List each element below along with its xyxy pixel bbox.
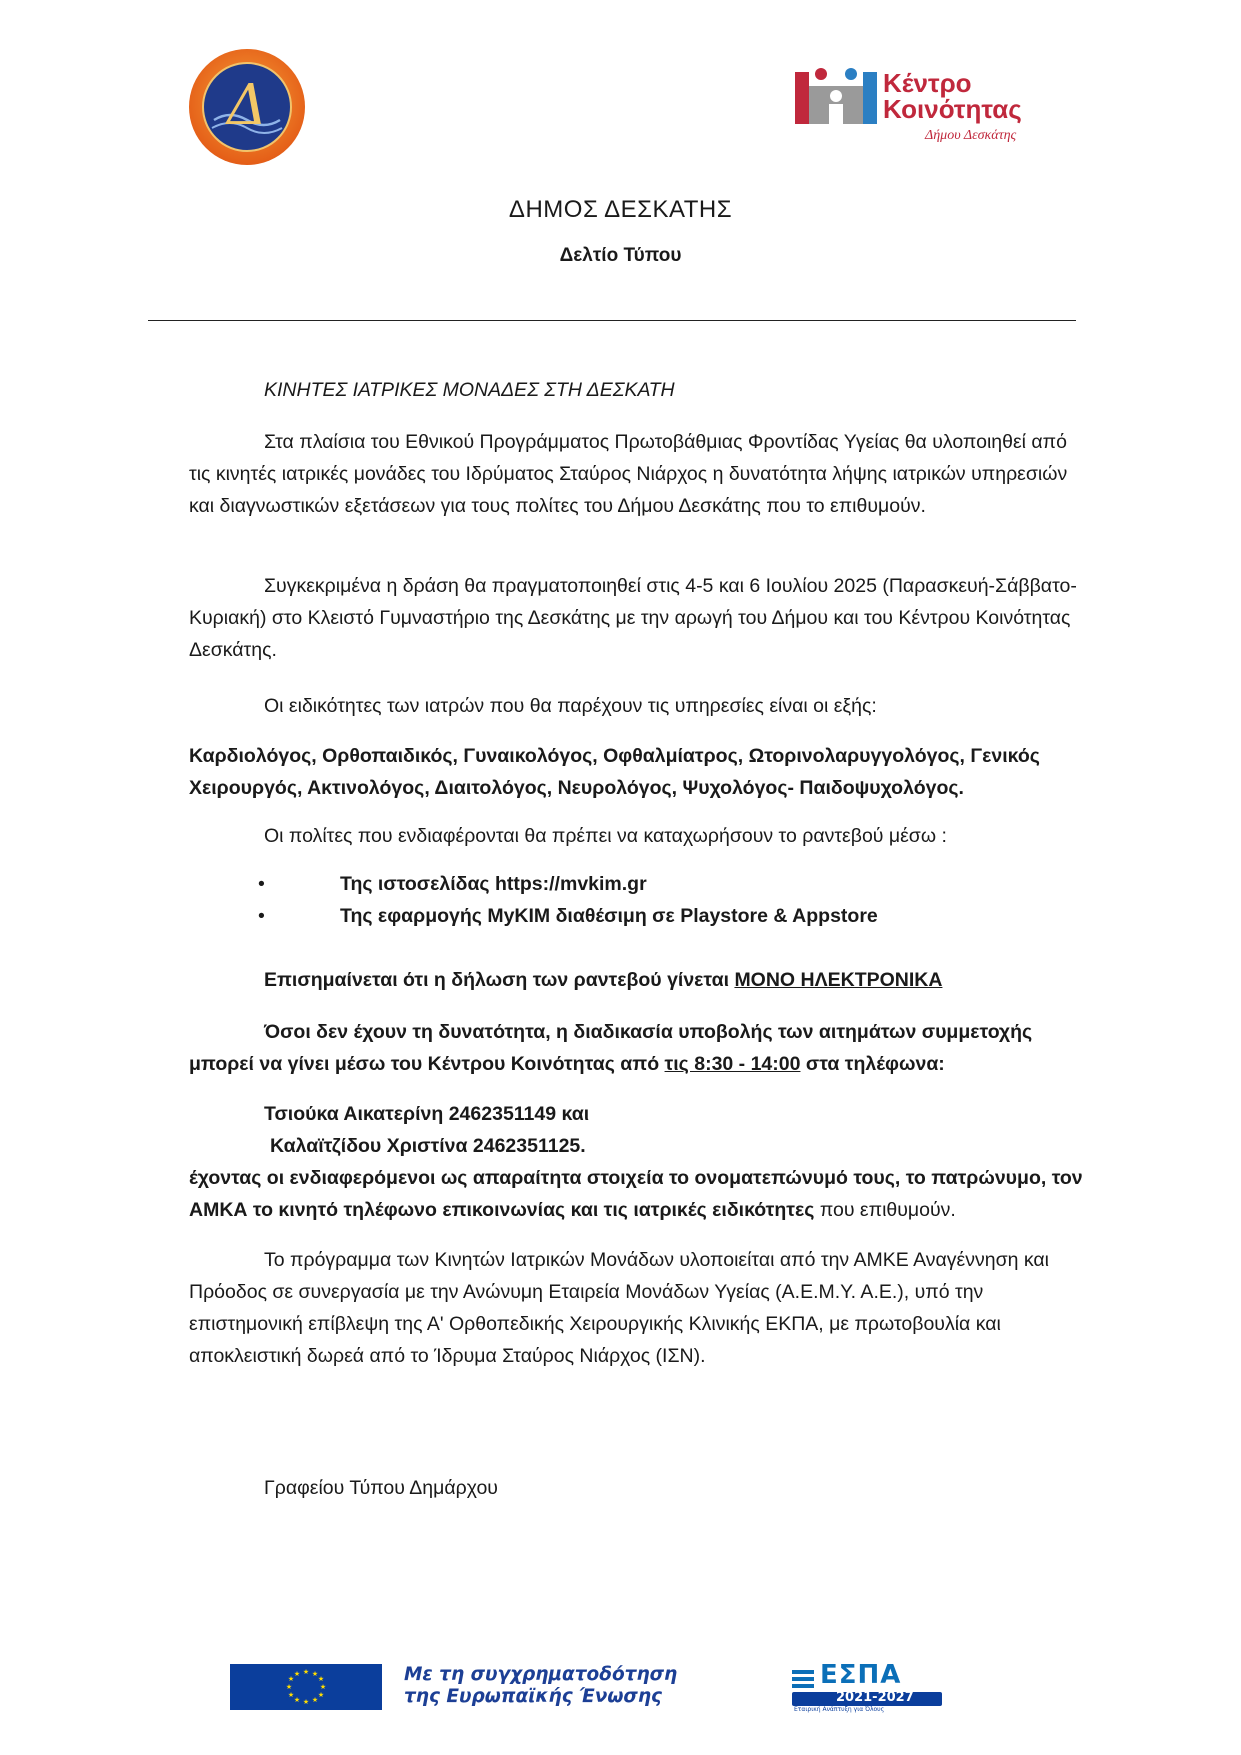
svg-text:Δ: Δ — [226, 73, 268, 138]
svg-text:★: ★ — [317, 1691, 325, 1699]
eu-cofunding-text: Με τη συγχρηματοδότηση της Ευρωπαϊκής Ένωσης — [404, 1664, 678, 1707]
community-centre-logo — [793, 66, 1063, 146]
paragraph-program: Το πρόγραμμα των Κινητών Ιατρικών Μονάδων υλοποιείται από την ΑΜΚΕ Αναγέννηση και Πρόοδος σε συνεργασία με την Ανώνυμη Εταιρεία Μονάδων Υγείας (Α.Ε.Μ.Υ. Α.Ε.), υπό την επιστημονική επίβλεψη της Α' Ορθοπεδικής Χειρουργικής Κλινικής ΕΚΠΑ, με πρωτοβουλία και αποκλειστική δωρεά από το Ίδρυμα Σταύρος Νιάρχος (ΙΣΝ). — [189, 1249, 1049, 1367]
notice-emphasis: ΜΟΝΟ ΗΛΕΚΤΡΟΝΙΚΑ — [734, 969, 943, 991]
contact-2: Καλαϊτζίδου Χριστίνα 2462351125. — [270, 1135, 586, 1157]
svg-text:★: ★ — [311, 1670, 319, 1678]
svg-text:★: ★ — [302, 1698, 310, 1706]
paragraph-registration: Οι πολίτες που ενδιαφέρονται θα πρέπει να καταχωρήσουν το ραντεβού μέσω : — [264, 825, 947, 847]
bullet-marker: • — [258, 873, 265, 895]
svg-text:★: ★ — [311, 1696, 319, 1704]
espa-logo — [792, 1662, 942, 1714]
svg-text:★: ★ — [302, 1668, 310, 1676]
svg-text:★: ★ — [293, 1670, 301, 1678]
document-type: Δελτίο Τύπου — [559, 245, 682, 266]
bullet-marker: • — [258, 905, 265, 927]
eu-flag-icon — [230, 1664, 382, 1710]
header-divider — [148, 320, 1076, 321]
paragraph-alternative — [189, 1016, 1089, 1080]
electronic-only-notice — [189, 964, 1089, 996]
press-release-heading: ΚΙΝΗΤΕΣ ΙΑΤΡΙΚΕΣ ΜΟΝΑΔΕΣ ΣΤΗ ΔΕΣΚΑΤΗ — [264, 379, 675, 401]
community-centre-municipality: Δήμου Δεσκάτης — [925, 128, 1017, 143]
bullet-website: Της ιστοσελίδας https://mvkim.gr — [340, 873, 647, 895]
organization-title: ΔΗΜΟΣ ΔΕΣΚΑΤΗΣ — [508, 196, 733, 223]
phones-label: στα τηλέφωνα: — [805, 1053, 945, 1075]
espa-title: ΕΣΠΑ — [820, 1660, 902, 1690]
svg-text:★: ★ — [293, 1696, 301, 1704]
community-centre-name: Κέντρο Κοινότητας — [883, 68, 1022, 124]
specialties-list: Καρδιολόγος, Ορθοπαιδικός, Γυναικολόγος, Οφθαλμίατρος, Ωτορινολαρυγγολόγος, Γενικός Χειρουργός, Ακτινολόγος, Διαιτολόγος, Νευρολόγος, Ψυχολόγος- Παιδοψυχολόγος. — [189, 745, 1040, 799]
bullet-app: Της εφαρμογής MyKIM διαθέσιμη σε Playstore & Appstore — [340, 905, 878, 927]
paragraph-required-info — [189, 1162, 1089, 1226]
office-hours: τις 8:30 - 14:00 — [664, 1053, 801, 1075]
paragraph-intro: Στα πλαίσια του Εθνικού Προγράμματος Πρωτοβάθμιας Φροντίδας Υγείας θα υλοποιηθεί από τις κινητές ιατρικές μονάδες του Ιδρύματος Σταύρος Νιάρχος η δυνατότητα λήψης ιατρικών υπηρεσιών και διαγνωστικών εξετάσεων για τους πολίτες του Δήμου Δεσκάτης που το επιθυμούν. — [189, 431, 1068, 517]
espa-tagline: Εταιρική Ανάπτυξη για Όλους — [794, 1706, 885, 1713]
svg-text:★: ★ — [285, 1683, 293, 1691]
paragraph-dates: Συγκεκριμένα η δράση θα πραγματοποιηθεί στις 4-5 και 6 Ιουλίου 2025 (Παρασκευή-Σάββατο-Κυριακή) στο Κλειστό Γυμναστήριο της Δεσκάτης με την αρωγή του Δήμου και του Κέντρου Κοινότητας Δεσκάτης. — [189, 575, 1077, 661]
required-info-bold: έχοντας οι ενδιαφερόμενοι ως απαραίτητα στοιχεία το ονοματεπώνυμό τους, το πατρώνυμο, τον ΑΜΚΑ το κινητό τηλέφωνο επικοινωνίας και τις ιατρικές ειδικότητες — [189, 1167, 1083, 1221]
community-centre-logo-icon — [793, 66, 881, 130]
svg-text:★: ★ — [317, 1675, 325, 1683]
notice-text: Επισημαίνεται ότι η δήλωση των ραντεβού γίνεται — [264, 969, 730, 991]
paragraph-specialties-intro: Οι ειδικότητες των ιατρών που θα παρέχουν τις υπηρεσίες είναι οι εξής: — [264, 695, 877, 717]
svg-text:★: ★ — [287, 1675, 295, 1683]
signature: Γραφείου Τύπου Δημάρχου — [264, 1477, 498, 1499]
required-info-rest: που επιθυμούν. — [819, 1199, 956, 1221]
svg-text:★: ★ — [287, 1691, 295, 1699]
espa-years: 2021-2027 — [836, 1690, 914, 1705]
contact-1: Τσιούκα Αικατερίνη 2462351149 και — [264, 1103, 590, 1125]
municipality-seal-icon — [188, 48, 306, 166]
alternative-text: Όσοι δεν έχουν τη δυνατότητα, η διαδικασία υποβολής των αιτημάτων συμμετοχής μπορεί να γίνει μέσω του Κέντρου Κοινότητας από — [189, 1021, 1033, 1075]
svg-text:★: ★ — [319, 1683, 327, 1691]
